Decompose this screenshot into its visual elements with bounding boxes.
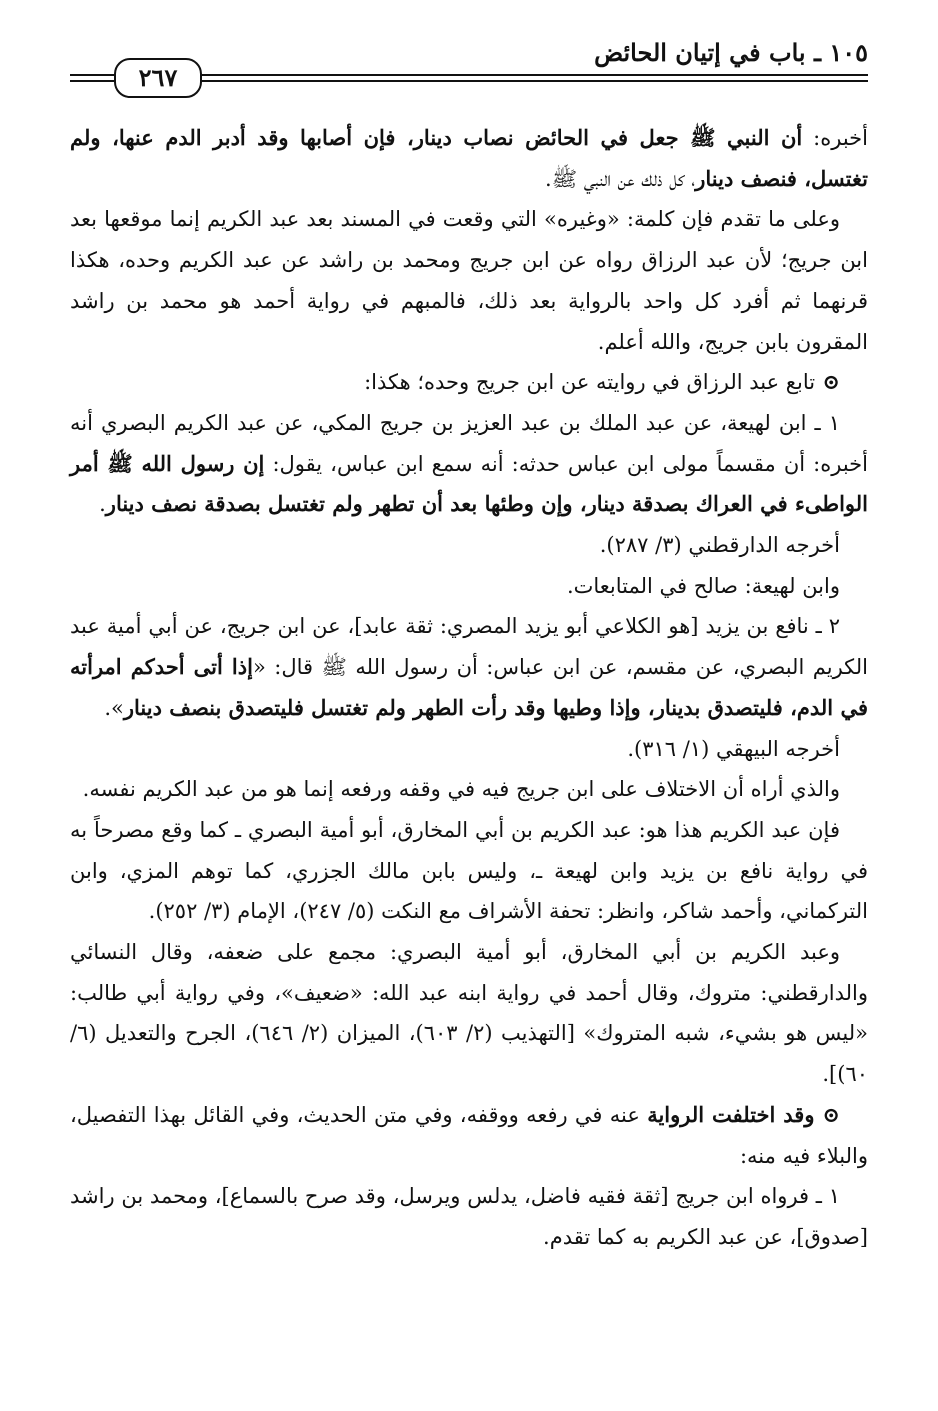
text-segment: عنه في رفعه ووقفه، وفي متن الحديث، وفي القائل بهذا التفصيل، والبلاء فيه منه: xyxy=(70,1102,868,1168)
paragraph xyxy=(70,118,868,199)
paragraph xyxy=(70,606,868,728)
text-segment: ». xyxy=(104,695,124,720)
chapter-title: ١٠٥ ـ باب في إتيان الحائض xyxy=(594,38,868,67)
text-segment: وعبد الكريم بن أبي المخارق، أبو أمية البصري: مجمع على ضعفه، وقال النسائي والدارقطني: متروك، وقال أحمد في رواية ابنه عبد الله: «ضعيف»، وفي رواية أبي طالب: «ليس هو بشيء، شبه المتروك» [التهذيب (٢/ ٦٠٣)، الميزان (٢/ ٦٤٦)، الجرح والتعديل (٦/ ٦٠)]. xyxy=(70,940,868,1087)
text-segment: ، كل ذلك عن النبي ﷺ. xyxy=(545,166,696,191)
bold-text-segment: إن رسول الله ﷺ أمر الواطىء في العراك بصدقة دينار، وإن وطئها بعد أن تطهر ولم تغتسل بصدقة نصف دينار xyxy=(70,450,868,517)
bold-text-segment: ⊙ xyxy=(815,369,840,395)
paragraph xyxy=(70,1176,868,1257)
text-segment: أخرجه البيهقي (١/ ٣١٦). xyxy=(627,736,840,761)
bold-text-segment: ⊙ وقد اختلفت الرواية xyxy=(647,1101,841,1127)
text-segment: وابن لهيعة: صالح في المتابعات. xyxy=(566,573,840,598)
page-header xyxy=(70,38,868,100)
text-segment: تابع عبد الرزاق في روايته عن ابن جريج وحده؛ هكذا: xyxy=(364,370,816,395)
bold-text-segment: إذا أتى أحدكم امرأته في الدم، فليتصدق بدينار، وإذا وطيها وقد رأت الطهر ولم تغتسل فليتصدق بنصف دينار xyxy=(70,654,868,720)
header-rule-top xyxy=(198,74,868,76)
header-rule-left-top xyxy=(70,74,114,76)
paragraph xyxy=(70,769,868,810)
text-segment: ١ ـ ابن لهيعة، عن عبد الملك بن عبد العزيز بن جريج المكي، عن عبد الكريم البصري أنه أخبره: أن مقسماً مولى ابن عباس حدثه: أنه سمع ابن عباس، يقول: xyxy=(70,410,868,476)
text-segment: أخبره: xyxy=(802,126,868,150)
text-segment: . xyxy=(99,492,106,517)
paragraph xyxy=(70,362,868,403)
paragraph xyxy=(70,199,868,362)
header-rule-left-bottom xyxy=(70,80,114,82)
text-segment: ٢ ـ نافع بن يزيد [هو الكلاعي أبو يزيد المصري: ثقة عابد]، عن ابن جريج، عن أبي أمية عبد الكريم البصري، عن مقسم، عن ابن عباس: أن رسول الله ﷺ قال: « xyxy=(70,614,868,680)
paragraph xyxy=(70,1095,868,1176)
text-segment: والذي أراه أن الاختلاف على ابن جريج فيه في وقفه ورفعه إنما هو من عبد الكريم نفسه. xyxy=(82,777,840,802)
page-body xyxy=(70,118,868,1258)
paragraph xyxy=(70,525,868,566)
text-segment: أخرجه الدارقطني (٣/ ٢٨٧). xyxy=(599,533,840,558)
text-segment: ١ ـ فرواه ابن جريج [ثقة فقيه فاضل، يدلس ويرسل، وقد صرح بالسماع]، ومحمد بن راشد [صدوق]، عن عبد الكريم به كما تقدم. xyxy=(70,1184,868,1249)
paragraph xyxy=(70,932,868,1095)
page-number-badge: ٢٦٧ xyxy=(114,58,202,98)
header-rule-bottom xyxy=(198,80,868,82)
bold-text-segment: أن النبي ﷺ جعل في الحائض نصاب دينار، فإن أصابها وقد أدبر الدم عنها، ولم تغتسل، فنصف دينار xyxy=(70,125,868,191)
text-segment: وعلى ما تقدم فإن كلمة: «وغيره» التي وقعت في المسند بعد عبد الكريم إنما موقعها بعد ابن جريج؛ لأن عبد الرزاق رواه عن ابن جريج ومحمد بن راشد عن عبد الكريم وحده، هكذا قرنهما ثم أفرد كل واحد بالرواية بعد ذلك، فالمبهم في رواية أحمد هو محمد بن راشد المقرون بابن جريج، والله أعلم. xyxy=(70,207,868,354)
paragraph xyxy=(70,729,868,770)
paragraph xyxy=(70,810,868,932)
paragraph xyxy=(70,566,868,607)
text-segment: فإن عبد الكريم هذا هو: عبد الكريم بن أبي المخارق، أبو أمية البصري ـ كما وقع مصرحاً به في رواية نافع بن يزيد وابن لهيعة ـ، وليس بابن مالك الجزري، كما توهم المزي، وابن التركماني، وأحمد شاكر، وانظر: تحفة الأشراف مع النكت (٥/ ٢٤٧)، الإمام (٣/ ٢٥٢). xyxy=(70,817,868,924)
paragraph xyxy=(70,403,868,525)
